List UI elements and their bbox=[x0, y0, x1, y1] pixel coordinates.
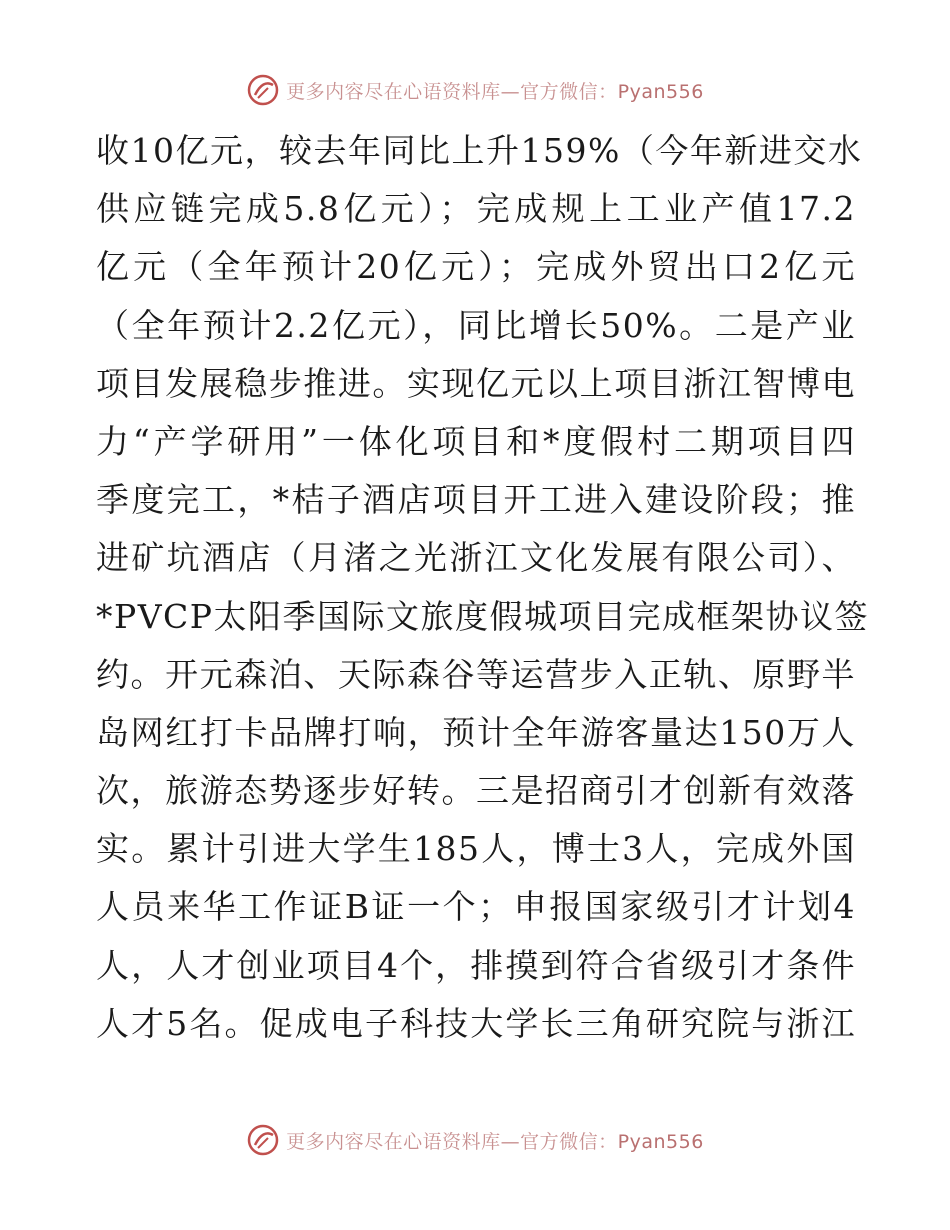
watermark-text bbox=[286, 1127, 704, 1154]
body-line: *PVCP太阳季国际文旅度假城项目完成框架协议签 bbox=[96, 596, 869, 636]
watermark-label: 更多内容尽在心语资料库—官方微信： bbox=[286, 1130, 618, 1153]
body-line: 人才5名。促成电子科技大学长三角研究院与浙江 bbox=[96, 1003, 856, 1043]
document-body bbox=[96, 122, 869, 1053]
watermark-label: 更多内容尽在心语资料库—官方微信： bbox=[286, 80, 618, 103]
body-line: 次，旅游态势逐步好转。三是招商引才创新有效落 bbox=[96, 771, 856, 811]
body-line: 力“产学研用”一体化项目和*度假村二期项目四 bbox=[96, 421, 856, 461]
body-line: 约。开元森泊、天际森谷等运营步入正轨、原野半 bbox=[96, 654, 856, 694]
header-watermark bbox=[0, 70, 950, 110]
body-line: 人，人才创业项目4个，排摸到符合省级引才条件 bbox=[96, 945, 856, 985]
watermark-text bbox=[286, 77, 704, 104]
body-line: 季度完工，*桔子酒店项目开工进入建设阶段；推 bbox=[96, 480, 856, 520]
watermark-wechat-id: Pyan556 bbox=[617, 1130, 704, 1153]
body-line: 实。累计引进大学生185人，博士3人，完成外国 bbox=[96, 829, 856, 869]
body-line: （全年预计2.2亿元），同比增长50%。二是产业 bbox=[96, 305, 856, 345]
body-line: 亿元（全年预计20亿元）；完成外贸出口2亿元 bbox=[96, 247, 856, 287]
body-line: 收10亿元，较去年同比上升159%（今年新进交水 bbox=[96, 131, 863, 170]
body-line: 供应链完成5.8亿元）；完成规上工业产值17.2 bbox=[96, 189, 856, 229]
body-line: 岛网红打卡品牌打响，预计全年游客量达150万人 bbox=[96, 712, 856, 752]
footer-watermark bbox=[0, 1120, 950, 1160]
body-line: 人员来华工作证B证一个；申报国家级引才计划4 bbox=[96, 887, 856, 927]
body-line: 进矿坑酒店（月渚之光浙江文化发展有限公司）、 bbox=[96, 538, 856, 578]
watermark-wechat-id: Pyan556 bbox=[617, 80, 704, 103]
brand-logo-icon bbox=[246, 73, 280, 107]
brand-logo-icon bbox=[246, 1123, 280, 1157]
body-line: 项目发展稳步推进。实现亿元以上项目浙江智博电 bbox=[96, 363, 856, 403]
